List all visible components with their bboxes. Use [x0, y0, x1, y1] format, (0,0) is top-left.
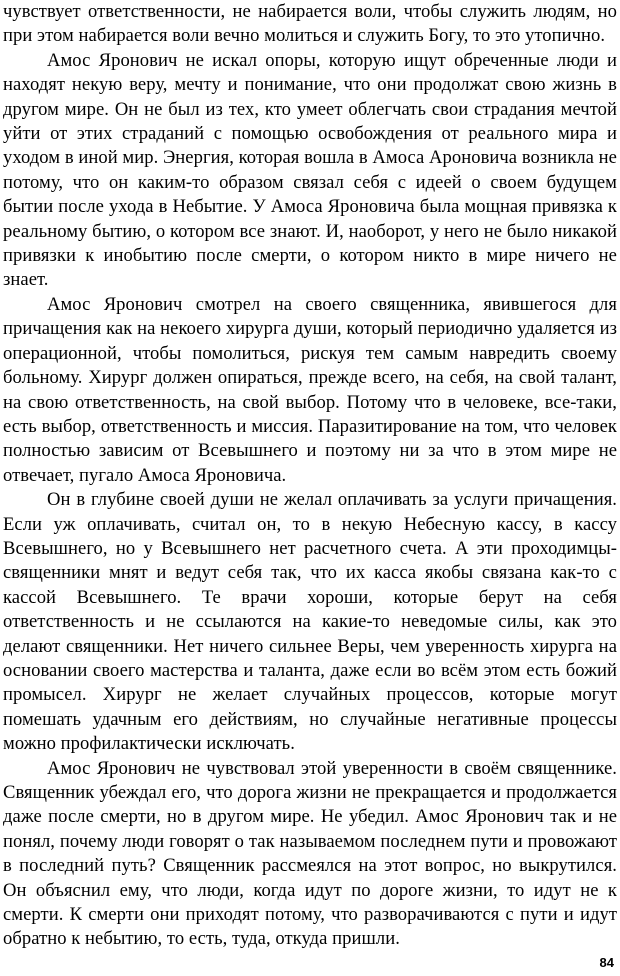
paragraph-1-continued: чувствует ответственности, не набирается воли, чтобы служить людям, но при этом набирается воли вечно молиться и служить Богу, то это утопично. — [3, 1, 617, 47]
paragraph-2: Амос Яронович не искал опоры, которую ищут обреченные люди и находят некую веру, мечту и понимание, что они продолжат свою жизнь в другом мире. Он не был из тех, кто умеет облегчать свои страдания мечтой уйти от этих страданий с помощью освобождения от реального мира и уходом в иной мир. Энергия, которая вошла в Амоса Ароновича возникла не потому, что он каким-то образом связал себя с идеей о своем будущем бытии после ухода в Небытие. У Амоса Яроновича была мощная привязка к реальному бытию, о котором все знают. И, наоборот, у него не было никакой привязки к инобытию после смерти, о котором никто в мире ничего не знает. — [3, 49, 617, 291]
page-number: 84 — [599, 955, 614, 970]
page-text — [3, 0, 617, 952]
paragraph-3: Амос Яронович смотрел на своего священника, явившегося для причащения как на некоего хирурга души, который периодично удаляется из операционной, чтобы помолиться, рискуя тем самым навредить своему больному. Хирург должен опираться, прежде всего, на себя, на свой талант, на свою ответственность, на свой выбор. Потому что в человеке, все-таки, есть выбор, ответственность и миссия. Паразитирование на том, что человек полностью зависим от Всевышнего и поэтому ни за что в этом мире не отвечает, пугало Амоса Яроновича. — [3, 293, 617, 486]
paragraph-5: Амос Яронович не чувствовал этой уверенности в своём священнике. Священник убеждал его, что дорога жизни не прекращается и продолжается даже после смерти, но в другом мире. Не убедил. Амос Яронович так и не понял, почему люди говорят о так называемом последнем пути и провожают в последний путь? Священник рассмеялся на этот вопрос, но выкрутился. Он объяснил ему, что люди, когда идут по дороге жизни, то идут не к смерти. К смерти они приходят потому, что разворачиваются с пути и идут обратно к небытию, то есть, туда, откуда пришли. — [3, 757, 617, 950]
paragraph-4: Он в глубине своей души не желал оплачивать за услуги причащения. Если уж оплачивать, считал он, то в некую Небесную кассу, в кассу Всевышнего, но у Всевышнего нет расчетного счета. А эти проходимцы-священники мнят и ведут себя так, что их касса якобы связана как-то с кассой Всевышнего. Те врачи хороши, которые берут на себя ответственность и не ссылаются на какие-то неведомые силы, как это делают священники. Нет ничего сильнее Веры, чем уверенность хирурга на основании своего мастерства и таланта, даже если во всём этом есть божий промысел. Хирург не желает случайных процессов, которые могут помешать удачным его действиям, но случайные негативные процессы можно профилактически исключать. — [3, 489, 617, 755]
